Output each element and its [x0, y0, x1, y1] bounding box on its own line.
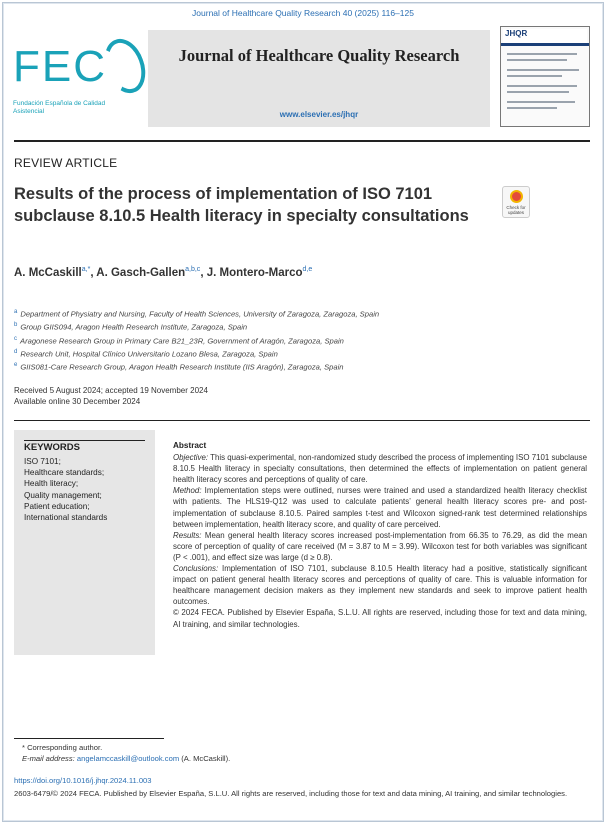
email-owner: (A. McCaskill). — [179, 754, 231, 763]
keywords-box — [14, 430, 155, 655]
results-label: Results: — [173, 530, 202, 540]
affiliation-text: Aragonese Research Group in Primary Care B21_23R, Government of Aragón, Zaragoza, Spain — [20, 336, 344, 346]
journal-header — [148, 30, 490, 127]
conclusions-text: Implementation of ISO 7101, subclause 8.10.5 Health literacy had a positive, statistically significant impact on patient general health literacy scores and perceptions of quality of care. This is valuable information for healthcare management decision makers as they implement new standards and seek to improve patient health outcomes. — [173, 564, 587, 607]
affiliation-text: Department of Physiatry and Nursing, Faculty of Health Sciences, University of Zaragoza, Zaragoza, Spain — [20, 309, 380, 319]
doi-link[interactable]: https://doi.org/10.1016/j.jhqr.2024.11.003 — [14, 776, 152, 785]
method-text: Implementation steps were outlined, nurses were trained and used a standardized health literacy checklist with patients. The HLS19-Q12 was used to calculate patients’ general health literacy scores pre- and post-implementation of subclause 8.10.5. Paired samples t-test and Wilcoxon signed-rank test determined relationships between implementation, health literacy score, and quality of care perceived. — [173, 486, 587, 529]
author-affiliation-marker[interactable]: a,* — [81, 266, 91, 273]
cover-label: JHQR — [503, 29, 587, 43]
cover-line — [507, 107, 557, 109]
check-for-updates-icon — [510, 190, 523, 203]
affiliation-text: GIIS081-Care Research Group, Aragon Health Research Institute (IIS Aragón), Zaragoza, Spain — [20, 362, 344, 372]
cover-line — [507, 91, 569, 93]
keyword-item: Quality management; — [24, 490, 102, 500]
affiliation-item — [14, 320, 574, 333]
author-separator: , — [200, 266, 207, 279]
affiliation-marker: d — [14, 348, 18, 355]
corresponding-author-note: * Corresponding author. — [22, 743, 103, 752]
keyword-item: Patient education; — [24, 501, 90, 511]
email-link[interactable]: angelamccaskill@outlook.com — [76, 754, 180, 763]
feca-logo-wordmark: FEC — [13, 42, 107, 91]
cover-line — [507, 69, 579, 71]
journal-cover-thumbnail[interactable] — [500, 26, 590, 127]
affiliation-item — [14, 360, 574, 373]
cover-line — [507, 53, 577, 55]
affiliation-text: Group GIIS094, Aragon Health Research Institute, Zaragoza, Spain — [20, 322, 248, 332]
article-dates — [14, 385, 208, 407]
online-date: Available online 30 December 2024 — [14, 397, 141, 406]
conclusions-label: Conclusions: — [173, 564, 219, 574]
affiliation-text: Research Unit, Hospital Clínico Universitario Lozano Blesa, Zaragoza, Spain — [20, 349, 278, 359]
check-for-updates-label: Check for updates — [506, 205, 526, 215]
abstract-objective — [173, 452, 587, 485]
affiliation-marker: c — [14, 335, 17, 342]
abstract-copyright: © 2024 FECA. Published by Elsevier España, S.L.U. All rights are reserved, including those for text and data mining, AI training, and similar technologies. — [173, 608, 587, 629]
author-name[interactable]: J. Montero-Marco — [206, 266, 303, 279]
cover-line — [507, 101, 575, 103]
footnote — [22, 742, 230, 764]
cover-band — [501, 43, 589, 46]
section-rule — [14, 420, 590, 421]
objective-label: Objective: — [173, 453, 209, 463]
keywords-list — [24, 456, 149, 523]
license-text: 2603-6479/© 2024 FECA. Published by Elsevier España, S.L.U. All rights are reserved, including those for text and data mining, AI training, and similar technologies. — [14, 789, 568, 798]
affiliation-item — [14, 334, 574, 347]
cover-line — [507, 59, 567, 61]
author-name[interactable]: A. McCaskill — [14, 266, 82, 279]
affiliation-marker: b — [14, 322, 18, 329]
abstract-conclusions — [173, 563, 587, 607]
journal-url-link[interactable]: www.elsevier.es/jhqr — [279, 110, 359, 119]
cover-line — [507, 75, 562, 77]
feca-logo — [10, 30, 145, 125]
abstract-results — [173, 530, 587, 563]
footnote-rule — [14, 738, 164, 739]
abstract-heading: Abstract — [173, 441, 207, 450]
author-separator: , — [90, 266, 97, 279]
affiliation-list — [14, 307, 574, 374]
received-date: Received 5 August 2024; accepted 19 November 2024 — [14, 386, 208, 395]
article-type: REVIEW ARTICLE — [14, 156, 118, 170]
keywords-rule — [24, 440, 145, 441]
abstract-section — [173, 440, 587, 630]
method-label: Method: — [173, 486, 202, 496]
keyword-item: Healthcare standards; — [24, 468, 105, 478]
keyword-item: ISO 7101; — [24, 457, 61, 466]
keywords-heading: KEYWORDS — [24, 442, 80, 453]
affiliation-marker: e — [14, 362, 18, 369]
objective-text: This quasi-experimental, non-randomized study described the process of implementing ISO 7101 subclause 8.10.5 Health literacy in specialty consultations, then determined the effects of implementation on patient general health literacy scores and perceptions of quality of care. — [173, 453, 587, 485]
affiliation-item — [14, 307, 574, 320]
journal-title: Journal of Healthcare Quality Research — [178, 46, 460, 65]
cover-line — [507, 85, 577, 87]
author-affiliation-marker[interactable]: a,b,c — [185, 266, 201, 273]
author-list — [14, 266, 312, 279]
author-name[interactable]: A. Gasch-Gallen — [96, 266, 186, 279]
email-line — [22, 753, 230, 764]
email-label: E-mail address: — [22, 754, 75, 763]
affiliation-marker: a — [14, 309, 18, 315]
keyword-item: Health literacy; — [24, 479, 79, 489]
header-rule — [14, 140, 590, 142]
check-for-updates-button[interactable] — [502, 186, 530, 218]
article-title: Results of the process of implementation of ISO 7101 subclause 8.10.5 Health literacy in specialty consultations — [14, 185, 469, 225]
results-text: Mean general health literacy scores increased post-implementation from 66.35 to 76.29, as did the mean score of perception of quality of care received (M = 3.87 to M = 3.99). Wilcoxon test for both variables was significant (P < .001), and effect size was large (d ≥ 0.8). — [173, 530, 587, 562]
feca-logo-subtitle: Fundación Española de Calidad Asistencial — [13, 100, 106, 115]
affiliation-item — [14, 347, 574, 360]
keyword-item: International standards — [24, 513, 108, 523]
abstract-method — [173, 485, 587, 529]
author-affiliation-marker[interactable]: d,e — [302, 266, 313, 273]
journal-reference[interactable]: Journal of Healthcare Quality Research 40 (2025) 116–125 — [192, 8, 414, 18]
